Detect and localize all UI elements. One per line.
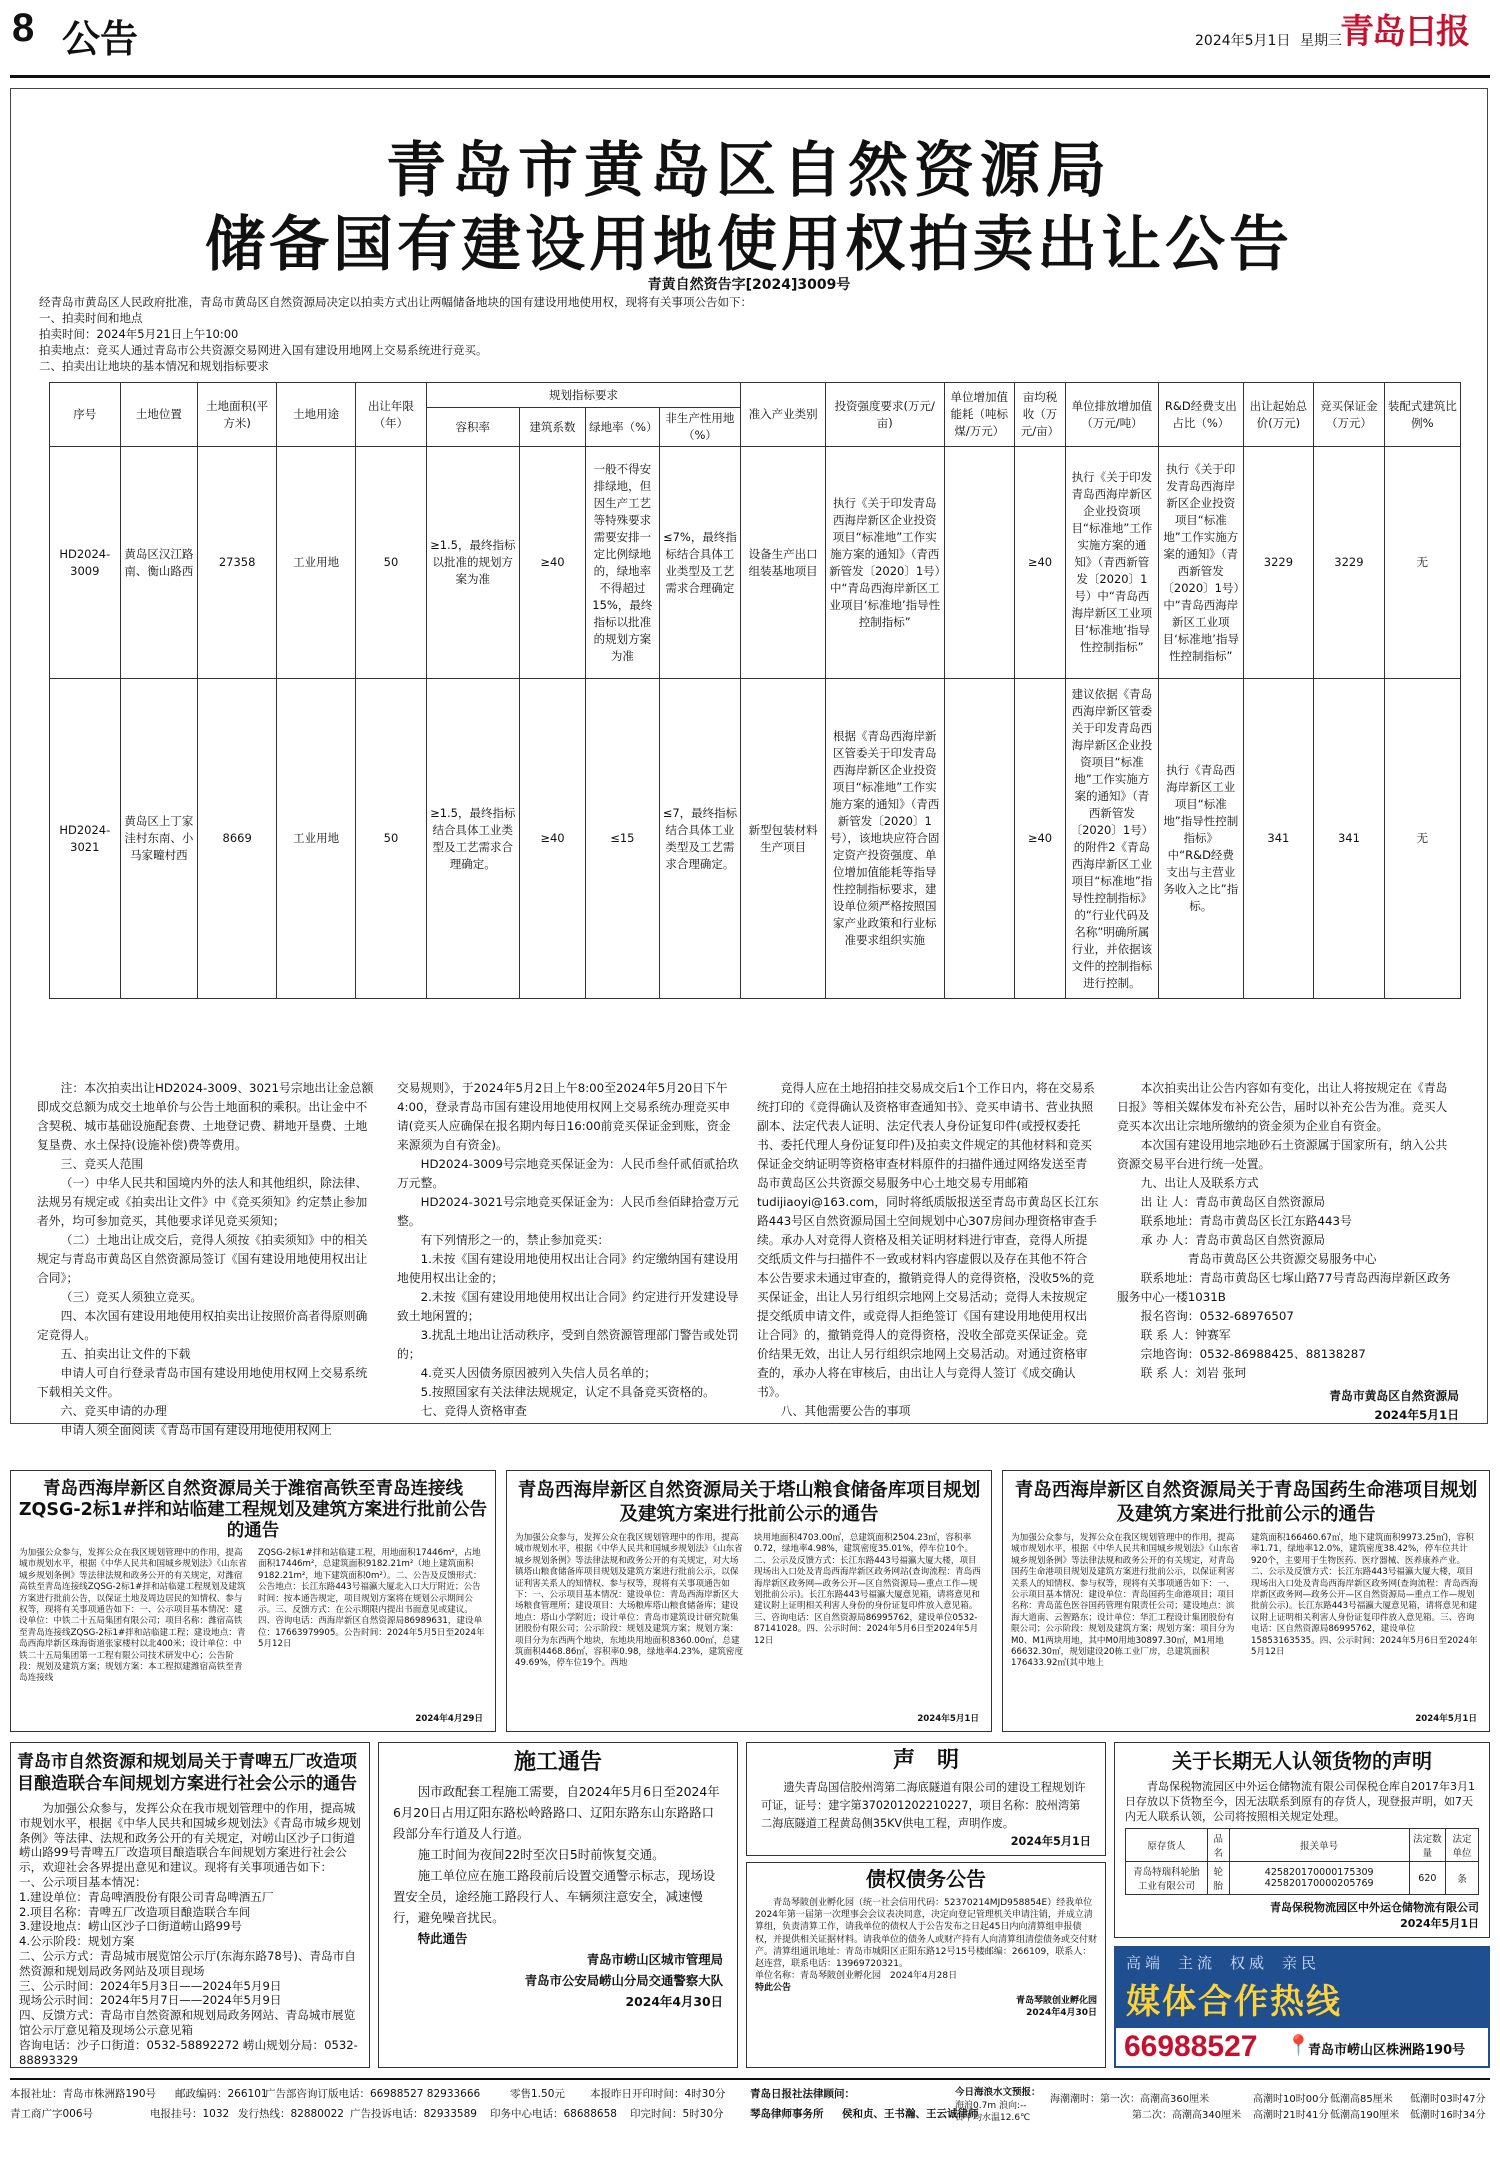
notice-text-col: ZQSG-2标1#拌和站临建工程，用地面积17446m²，占地面积17446m²，总建筑面积9182.21m²（地上建筑面积9182.21m²，地下建筑面积0m²）。二、公告及反馈形式：公告地点：长江东路443号福瀛大厦北入口大厅附近；公告时间：按本通告规定，项目规划方案将在规划公示期间公示。三、反馈方式：在公示期限内提出书面意见或建议。四、咨询电话：西海岸新区自然资源局86989631，建设单位：17663979905。公告时间：2024年5月5日至2024年5月12日 <box>258 1548 485 1650</box>
cell-start-price: 341 <box>1243 679 1314 999</box>
cell-seq: HD2024-3021 <box>50 679 121 999</box>
notice-item: 咨询电话：沙子口街道：0532-58892272 崂山规划分局：0532-88893329 <box>19 2037 358 2067</box>
cell-tax: ≥40 <box>1015 447 1066 679</box>
note-paragraph: 申请人须全面阅读《青岛市国有建设用地使用权网上 <box>60 1423 332 1437</box>
issue-date: 2024年5月1日 <box>1195 33 1291 49</box>
note-paragraph: 六、竞买申请的办理 <box>60 1404 167 1418</box>
notice-signer: 青岛琴陂创业孵化园 <box>1015 1995 1097 2006</box>
th-energy: 单位增加值能耗（吨标煤/万元） <box>944 383 1015 447</box>
ad-contact-bar <box>1114 2026 1490 2068</box>
section-name: 公告 <box>62 17 139 61</box>
cell-unit: 条 <box>1446 1862 1479 1895</box>
tide-title: 今日海浪水文预报： <box>955 2087 1041 2098</box>
note-paragraph: 2.未按《国有建设用地使用权出让合同》约定进行开发建设导致土地闲置的； <box>397 1290 739 1323</box>
note-paragraph: 3.扰乱土地出让活动秩序，受到自然资源管理部门警告或处罚的； <box>397 1328 739 1361</box>
tide-first-high-time: 高潮时10时00分 <box>1253 2094 1329 2105</box>
cell-density: ≥40 <box>519 679 585 999</box>
cell-emission: 建议依据《青岛西海岸新区管委关于印发青岛西海岸新区企业投资项目“标准地”工作实施方案的通知》（青西新管发〔2020〕1号）的附件2《青岛西海岸新区工业项目“标准地”指导性控制指标》的“行业代码及名称”明确所属行业，并依据该文件的控制指标进行控制。 <box>1065 679 1158 999</box>
footer-address: 本报社址：青岛市株洲路190号 <box>10 2088 157 2100</box>
ad-tag: 主流 <box>1178 1954 1217 1972</box>
notice-item: 2.项目名称：青啤五厂改造项目酿造联合车间 <box>19 1904 251 1919</box>
note-paragraph: 联系地址：青岛市黄岛区长江东路443号 <box>1140 1214 1352 1228</box>
footer-telegram: 电报挂号：1032 <box>150 2108 230 2120</box>
brewery-notice <box>10 1742 370 2068</box>
cell-rd: 执行《青岛西海岸新区工业项目“标准地”指导性控制指标》中“R&D经费支出与主营业务收入之比”指标。 <box>1158 679 1243 999</box>
footer-price: 零售1.50元 <box>510 2088 565 2100</box>
th-rd: R&D经费支出占比（%） <box>1158 383 1243 447</box>
cell-invest: 执行《关于印发青岛西海岸新区企业投资项目“标准地”工作实施方案的通知》（青西新管发〔2020〕1号）中“青岛西海岸新区工业项目‘标准地’指导性控制指标” <box>826 447 945 679</box>
th-planning: 规划指标要求 <box>426 383 741 408</box>
notice-intro: 为加强公众参与，发挥公众在我市规划管理中的作用，提高城市规划水平，根据《中华人民共和国城乡规划法》《青岛市城乡规划条例》等法律、法规和政务公开的有关规定，对崂山区沙子口街道崂山路99号青啤五厂改造项目酿造联合车间规划方案进行社会公示，欢迎社会各界提出意见和建议。现将有关事项通告如下： <box>19 1801 362 1875</box>
th-use: 土地用途 <box>277 383 356 447</box>
th-green: 绿地率（%） <box>586 408 659 447</box>
th-nonprod: 非生产性用地（%） <box>659 408 741 447</box>
intro-line: 拍卖时间：2024年5月21日上午10:00 <box>39 327 239 341</box>
th-prefab: 装配式建筑比例% <box>1384 383 1460 447</box>
notice-paragraph: 因市政配套工程施工需要，自2024年5月6日至2024年6月20日占用辽阳东路松岭路路口、辽阳东路东山东路路口段部分车行道及人行道。 <box>393 1784 720 1841</box>
notice-signature: 青岛市黄岛区自然资源局 <box>1329 1389 1459 1403</box>
notice-text-col: 为加强公众参与，发挥公众在我区规划管理中的作用，提高城市规划水平，根据《中华人民共和国城乡规划法》《山东省城乡规划条例》等法律法规和政务公开的有关规定，对大场镇塔山粮食储备库项目规划及建筑方案进行批前公示，以保证利害关系人的知情权、参与权等，现将有关事项通告如下：一、公示项目基本情况：建设单位：青岛西海岸新区大场粮食管理所；建设项目：大场粮库塔山粮食储备库；建设地点：塔山小学附近；设计单位：青岛市建筑设计研究院集团股份有限公司；公示阶段：规划及建筑方案；规划方案：项目分为东西两个地块，东地块用地面积8360.00㎡，总建筑面积4468.86㎡，容积率0.98，绿地率4.23%，建筑密度49.69%，停车位19个。西地 <box>515 1533 744 1669</box>
notice-sign-date: 2024年5月1日 <box>1374 1408 1459 1422</box>
note-paragraph: 本次国有建设用地宗地砂石土资源属于国家所有，纳入公共资源交易平台进行统一处置。 <box>1117 1138 1448 1171</box>
note-paragraph: 承 办 人：青岛市黄岛区自然资源局 <box>1140 1233 1326 1247</box>
cell-location: 黄岛区汉江路南、衡山路西 <box>120 447 198 679</box>
th-decl: 报关单号 <box>1229 1829 1409 1862</box>
footer-law-firm: 琴岛律师事务所 <box>750 2108 824 2120</box>
th-emission: 单位排放增加值（万元/吨） <box>1065 383 1158 447</box>
notice-paragraph: 施工时间为夜间22时至次日5时前恢复交通。 <box>417 1847 665 1862</box>
note-paragraph: 申请人可自行登录青岛市国有建设用地使用权网上交易系统下载相关文件。 <box>37 1366 368 1399</box>
tide-first-low-time: 低潮时03时47分 <box>1410 2094 1486 2105</box>
notice-body <box>1003 1533 1489 1670</box>
issue-weekday: 星期三 <box>1300 33 1342 49</box>
note-paragraph: 青岛市黄岛区公共资源交易服务中心 <box>1187 1252 1377 1266</box>
ad-address: 青岛市崂山区株洲路190号 <box>1308 2043 1466 2058</box>
cell-emission: 执行《关于印发青岛西海岸新区企业投资项目“标准地”工作实施方案的通知》（青西新管发〔2020〕1号）中“青岛西海岸新区工业项目‘标准地’指导性控制指标” <box>1065 447 1158 679</box>
ad-tag: 亲民 <box>1282 1954 1321 1972</box>
ad-phone: 66988527 <box>1124 2030 1258 2063</box>
intro-line: 一、拍卖时间和地点 <box>39 311 143 325</box>
ad-tag: 高端 <box>1126 1954 1165 1972</box>
land-auction-notice <box>10 88 1488 1437</box>
notice-date: 2024年5月1日 <box>1400 1917 1479 1930</box>
notice-date: 2024年4月30日 <box>1026 2007 1097 2018</box>
cell-deposit: 341 <box>1314 679 1385 999</box>
note-paragraph: 竞得人应在土地招拍挂交易成交后1个工作日内，将在交易系统打印的《竞得确认及资格审查通知书》、竞买申请书、营业执照副本、法定代表人证明、法定代表人身份证复印件(或授权委托书、委托代理人身份证复印件)及拍卖文件规定的其他材料和竞买保证金交纳证明等资格审查材料原件的扫描件通过网络发送至青岛市黄岛区公共资源交易服务中心土地交易专用邮箱tudijiaoyi@163.com，同时将纸质版报送至青岛市黄岛区长江东路443号区自然资源局国土空间规划中心307房间办理资格审查手续。承办人对竞得人资格及相关证明材料进行审查，竞得人所提交纸质文件与扫描件不一致或材料内容虚假以及存在其他不符合本公告要求未通过审查的，撤销竞得人的竞得资格，没收5%的竞买保证金，出让人另行组织宗地网上交易活动；竞得人未按规定提交纸质申请文件，或竞得人拒绝签订《国有建设用地使用权出让合同》的，撤销竞得人的竞得资格，没收全部竞买保证金。竞价结果无效，出让人另行组织宗地网上交易活动。对通过资格审查的，承办人将在审核后，由出让人与竞得人签订《成交确认书》。 <box>757 1081 1099 1399</box>
document-number: 青黄自然资告字[2024]3009号 <box>647 277 851 293</box>
note-paragraph: HD2024-3009号宗地竞买保证金为：人民币叁仟贰佰贰拾玖万元整。 <box>397 1157 739 1190</box>
th-area: 土地面积(平方米) <box>198 383 277 447</box>
note-paragraph: 五、拍卖出让文件的下载 <box>60 1347 191 1361</box>
intro-line: 二、拍卖出让地块的基本情况和规划指标要求 <box>39 359 269 373</box>
cell-green: 一般不得安排绿地，但因生产工艺等特殊要求需要安排一定比例绿地的，绿地率不得超过15%，最终指标以批准的规划方案为准 <box>586 447 659 679</box>
note-paragraph: 注：本次拍卖出让HD2024-3009、3021号宗地出让金总额即成交总额为成交土地单价与公告土地面积的乘积。出让金中不含契税、城市基础设施配套费、土地登记费、耕地开垦费、土地复垦费、水土保持(设施补偿)费等费用。 <box>37 1081 374 1152</box>
notice-intro <box>39 294 1459 374</box>
th-owner: 原存货人 <box>1126 1829 1208 1862</box>
notice-item: 4.公示阶段：规划方案 <box>19 1934 135 1949</box>
footer-distribution: 发行热线：82880022 <box>238 2108 344 2120</box>
notice-body: 青岛保税物流园区中外运仓储物流有限公司保税仓库自2017年3月1日存放以下货物至今，因无法联系到原有的存货人，现登报声明，如7天内无人联系认领，公司将按照相关规定处理。 <box>1125 1780 1475 1823</box>
notice-signer: 青岛市崂山区城市管理局 <box>586 1952 723 1967</box>
cell-area: 27358 <box>198 447 277 679</box>
notice-body <box>747 1897 1105 2019</box>
note-paragraph: HD2024-3021号宗地竞买保证金为：人民币叁佰肆拾壹万元整。 <box>397 1195 739 1228</box>
footer-postcode: 邮政编码：266101 <box>175 2088 268 2100</box>
note-paragraph: （三）竞买人须独立竞买。 <box>60 1290 203 1304</box>
cell-prefab: 无 <box>1384 679 1460 999</box>
note-paragraph: 七、竞得人资格审查 <box>420 1404 527 1418</box>
note-paragraph: （二）土地出让成交后，竞得人须按《拍卖须知》中的相关规定与青岛市黄岛区自然资源局签订《国有建设用地使用权出让合同》； <box>37 1233 368 1285</box>
footer-complaint: 广告投诉电话：82933589 <box>350 2108 477 2120</box>
notice-body <box>11 1801 369 2067</box>
cell-energy <box>944 447 1015 679</box>
th-deposit: 竞买保证金（万元） <box>1314 383 1385 447</box>
ad-tag: 权威 <box>1230 1954 1269 1972</box>
notice-title: 施工通告 <box>513 1750 602 1775</box>
notice-special: 特此通告 <box>417 1931 468 1946</box>
notice-item: 三、公示时间：2024年5月3日——2024年5月9日 <box>19 1978 282 1993</box>
tide-second-low: 低潮高190厘米 <box>1330 2110 1400 2121</box>
org-name: 单位名称：青岛琴陂创业孵化园 <box>755 1971 882 1982</box>
land-parcel-table <box>49 382 1461 999</box>
note-paragraph: 报名咨询：0532-68976507 <box>1140 1309 1294 1323</box>
notice-title: 青岛西海岸新区自然资源局关于塔山粮食储备库项目规划及建筑方案进行批前公示的通告 <box>517 1480 981 1525</box>
page-footer <box>10 2084 1490 2164</box>
cell-use: 工业用地 <box>277 679 356 999</box>
note-paragraph: 出 让 人：青岛市黄岛区自然资源局 <box>1140 1195 1326 1209</box>
notice-date: 2024年5月1日 <box>917 1713 979 1724</box>
th-seq: 序号 <box>50 383 121 447</box>
footer-lawyers: 侯和贞、王书瀚、王云诚律师 <box>842 2108 979 2120</box>
grain-reserve-notice <box>506 1470 992 1732</box>
footer-license: 青工商广字006号 <box>10 2108 94 2120</box>
construction-notice <box>378 1742 738 2068</box>
table-row <box>50 679 1461 999</box>
debt-notice <box>746 1862 1106 2068</box>
tide-first-high: 海潮潮时：第一次：高潮高360厘米 <box>1050 2094 1210 2105</box>
notice-signer: 青岛保税物流园区中外运仓储物流有限公司 <box>1270 1901 1479 1914</box>
header-rule <box>10 75 1490 78</box>
cell-seq: HD2024-3009 <box>50 447 121 679</box>
notice-date: 2024年4月30日 <box>625 1994 723 2009</box>
notice-item: 二、公示方式：青岛城市展览馆公示厅(东海东路78号)、青岛市自然资源和规划局政务网站及项目现场 <box>19 1948 356 1978</box>
cell-qty: 620 <box>1409 1862 1446 1895</box>
notice-text-col: 为加强公众参与，发挥公众在我区规划管理中的作用，提高城市规划水平，根据《中华人民共和国城乡规划法》《山东省城乡规划条例》等法律法规和政务公开的有关规定，对青岛国药生命港项目规划及建筑方案进行批前公示，以保证利害关系人的知情权、参与权等，现将有关事项通告如下：一、公示项目基本情况：建设单位：青岛国药生命港项目；项目名称：青岛蓝色医谷国药管理有限责任公司；建设地点：滨海大道南、云智路东；设计单位：华汇工程设计集团股份有限公司；公示阶段：规划及建筑方案；规划方案：项目分为M0、M1两块用地，其中M0用地30897.30㎡，M1用地66632.30㎡，规划建设20栋工业厂房，总建筑面积176433.92㎡(其中地上 <box>1011 1533 1239 1669</box>
th-far: 容积率 <box>426 408 519 447</box>
notice-title: 声 明 <box>892 1748 959 1773</box>
tide-second-low-time: 低潮时16时34分 <box>1410 2110 1486 2121</box>
th-years: 出让年限（年） <box>356 383 427 447</box>
intro-line: 经青岛市黄岛区人民政府批准，青岛市黄岛区自然资源局决定以拍卖方式出让两幅储备地块的国有建设用地使用权，现将有关事项公告如下： <box>39 295 752 309</box>
th-density: 建筑系数 <box>519 408 585 447</box>
notice-text-col: 建筑面积166460.67㎡，地下建筑面积9973.25㎡)，容积率1.71，绿地率12.0%，建筑密度38.42%，停车位共计920个，主要用于生物医药、医疗器械、医养康养产业。二、公示及反馈方式：长江东路443号福瀛大厦大楼，项目现场出入口处及青岛西海岸新区政务网(查询流程：青岛西海岸新区政务网—政务公开—区自然资源局—重点工作—规划批前公示)。长江东路443号福瀛大厦意见箱，请将意见和建议附上证明相关利害人身份证复印件放入意见箱。三、咨询电话：区自然资源局86995762，建设单位15853163535。四、公示时间：2024年5月6日至2024年5月12日 <box>1251 1533 1478 1658</box>
footer-print-start: 本报昨日开印时间：4时30分 <box>590 2088 726 2100</box>
notice-paragraph: 青岛琴陂创业孵化园（统一社会信用代码：52370214MJD958854E）经我单位2024年第一届第一次理事会会议表决同意，决定向登记管理机关申请注销，并成立清算组，负责清算工作，请我单位的债权人于公告发布之日起45日内向清算组申报债权，并提供相关证据材料。请我单位的债务人或财产持有人向清算组清偿债务或交付财产。清算组通讯地址：青岛市城阳区正阳东路12号15号楼邮编：266109，联系人：赵连营，联系电话：13969720321。 <box>755 1898 1098 1970</box>
note-paragraph: 宗地咨询：0532-86988425、88138287 <box>1140 1347 1366 1361</box>
ad-headline: 媒体合作热线 <box>1126 1982 1342 2022</box>
cell-years: 50 <box>356 679 427 999</box>
th-name: 品名 <box>1207 1829 1229 1862</box>
cell-nonprod: ≤7%，最终指标结合具体工业类型及工艺需求合理确定 <box>659 447 741 679</box>
tide-wave: 海浪0.7m 浪向:-- <box>955 2101 1027 2111</box>
notice-title-line1: 青岛市黄岛区自然资源局 <box>386 136 1112 206</box>
masthead-logo: 青岛日报 <box>1340 12 1468 52</box>
notice-title: 债权债务公告 <box>866 1867 986 1891</box>
note-paragraph: 九、出让人及联系方式 <box>1140 1176 1259 1190</box>
cell-owner: 青岛特瑞科轮胎工业有限公司 <box>1126 1862 1208 1895</box>
cell-green: ≤15 <box>586 679 659 999</box>
notice-title: 青岛市自然资源和规划局关于青啤五厂改造项目酿造联合车间规划方案进行社会公示的通告 <box>17 1752 357 1794</box>
cell-tax: ≥40 <box>1015 679 1066 999</box>
footer-print-center: 印务中心电话：68688658 <box>490 2108 617 2120</box>
note-paragraph: 交易规则》，于2024年5月2日上午8:00至2024年5月20日下午4:00，登录青岛市国有建设用地使用权网上交易系统办理竞买申请(竞买人应确保在报名期内每日16:00前竞买保证金到账，资金来源须为自有资金)。 <box>397 1081 731 1152</box>
notice-body <box>379 1781 737 2012</box>
notice-text-col: 为加强公众参与，发挥公众在我区规划管理中的作用，提高城市规划水平，根据《中华人民共和国城乡规划法》《山东省城乡规划条例》等法律法规和政务公开的有关规定，对潍宿高铁至青岛连接线ZQSG-2标1#拌和站临建工程规划及建筑方案进行批前公告，以保证土地及周边居民的知情权、参与权等，现将有关事项通告如下：一、公示项目基本情况：建设单位：中铁二十五局集团有限公司；项目名称：潍宿高铁至青岛连接线ZQSG-2标1#拌和站临建工程；建设地点：青岛西海岸新区珠海街道张家楼村以北400米；设计单位：中铁二十五局集团第一工程有限公司技术研发中心；公告阶段：规划及建筑方案；规划方案：本工程拟建潍宿高铁至青岛连接线 <box>19 1548 247 1684</box>
cell-rd: 执行《关于印发青岛西海岸新区企业投资项目“标准地”工作实施方案的通知》（青西新管发〔2020〕1号）中“青岛西海岸新区工业项目‘标准地’指导性控制指标” <box>1158 447 1243 679</box>
notice-org <box>755 1970 1097 1982</box>
notes-column-1 <box>37 1079 379 1440</box>
cell-invest: 根据《青岛西海岸新区管委关于印发青岛西海岸新区企业投资项目“标准地”工作实施方案的通知》（青西新管发〔2020〕1号），该地块应符合固定资产投资强度、单位增加值能耗等指导性控制指标要求，建设单位须严格按照国家产业政策和行业标准要求组织实施 <box>826 679 945 999</box>
cell-density: ≥40 <box>519 447 585 679</box>
cell-location: 黄岛区上丁家洼村东南、小马家疃村西 <box>120 679 198 999</box>
th-invest: 投资强度要求(万元/亩) <box>826 383 945 447</box>
cell-energy <box>944 679 1015 999</box>
notice-item: 四、反馈方式：青岛市自然资源和规划局政务网站、青岛城市展览馆公示厅意见箱及现场公示意见箱 <box>19 2008 356 2037</box>
note-paragraph: 本次拍卖出让公告内容如有变化，出让人将按规定在《青岛日报》等相关媒体发布补充公告，届时以补充公告为准。竞买人竞买本次出让宗地所缴纳的资金须为企业自有资金。 <box>1117 1081 1448 1133</box>
cell-name: 轮胎 <box>1207 1862 1229 1895</box>
notice-signer: 青岛市公安局崂山分局交通警察大队 <box>524 1973 723 1988</box>
th-qty: 法定数量 <box>1409 1829 1446 1862</box>
notice-item: 3.建设地点：崂山区沙子口街道崂山路99号 <box>19 1919 242 1934</box>
page-header <box>0 0 1500 78</box>
notice-date: 2024年4月29日 <box>415 1713 483 1724</box>
note-paragraph: 三、竞买人范围 <box>60 1157 144 1171</box>
org-date: 2024年4月28日 <box>890 1971 958 1982</box>
tide-second-high: 第二次：高潮高340厘米 <box>1132 2110 1242 2121</box>
notice-item: 现场公示时间：2024年5月7日——2024年5月9日 <box>19 1993 282 2008</box>
notice-body <box>507 1533 991 1670</box>
cell-nonprod: ≤7，最终指标结合具体工业类型及工艺需求合理确定。 <box>659 679 741 999</box>
note-paragraph: 4.竞买人因债务原因被列入失信人员名单的； <box>420 1366 656 1380</box>
note-paragraph: 有下列情形之一的，禁止参加竞买： <box>420 1233 610 1247</box>
biopark-notice <box>1002 1470 1490 1732</box>
notes-column-4 <box>1117 1079 1459 1425</box>
page-number: 8 <box>12 6 35 50</box>
tide-first-low: 低潮高85厘米 <box>1330 2094 1393 2105</box>
footer-legal-title: 青岛日报社法律顾问： <box>750 2088 855 2100</box>
cell-industry: 设备生产出口组装基地项目 <box>741 447 826 679</box>
notice-special: 特此公告 <box>755 1983 792 1994</box>
notice-date: 2024年5月1日 <box>1010 1835 1091 1848</box>
media-ad <box>1114 1946 1490 2068</box>
footer-ad-phone: 广告部咨询订版电话：66988527 82933666 <box>265 2088 481 2100</box>
cell-far: ≥1.5，最终指标结合具体工业类型及工艺需求合理确定。 <box>426 679 519 999</box>
cell-use: 工业用地 <box>277 447 356 679</box>
notice-date: 2024年5月1日 <box>1415 1713 1477 1724</box>
footer-print-end: 印完时间：5时30分 <box>630 2108 724 2120</box>
note-paragraph: 联系地址：青岛市黄岛区七塚山路77号青岛西海岸新区政务服务中心一楼1031B <box>1117 1271 1451 1304</box>
cargo-notice <box>1114 1742 1490 1938</box>
notice-title: 青岛西海岸新区自然资源局关于潍宿高铁至青岛连接线ZQSG-2标1#拌和站临建工程规划及建筑方案进行批前公告的通告 <box>18 1479 488 1541</box>
cell-years: 50 <box>356 447 427 679</box>
th-tax: 亩均税收（万元/亩） <box>1015 383 1066 447</box>
statement-notice <box>746 1742 1106 1856</box>
ad-tagline <box>1126 1952 1320 1973</box>
cell-industry: 新型包装材料生产项目 <box>741 679 826 999</box>
notice-paragraph: 遗失青岛国信胶州湾第二海底隧道有限公司的建设工程规划许可证，证号：建字第370201202210227，项目名称：胶州湾第二海底隧道工程黄岛侧35KV供电工程，声明作废。 <box>761 1781 1086 1830</box>
notice-body <box>11 1548 495 1685</box>
cell-decl: 425820170000175309 425820170000205769 <box>1229 1862 1409 1895</box>
footer-rule <box>10 2078 1490 2080</box>
table-row <box>1126 1862 1479 1895</box>
note-paragraph: （一）中华人民共和国境内外的法人和其他组织，除法律、法规另有规定或《拍卖出让文件》中《竞买须知》约定禁止参加者外，均可参加竞买，其他要求详见竞买须知； <box>37 1176 368 1228</box>
cell-area: 8669 <box>198 679 277 999</box>
notice-body <box>747 1779 1105 1851</box>
notice-title-line2: 储备国有建设用地使用权拍卖出让公告 <box>205 210 1293 280</box>
notice-text-col: 块用地面积4703.00㎡，总建筑面积2504.23㎡，容积率0.72，绿地率4.98%，建筑密度35.01%，停车位10个。二、公示及反馈方式：长江东路443号福瀛大厦大楼，项目现场出入口处及青岛西海岸新区政务网站(查询流程：青岛西海岸新区政务网—政务公开—区自然资源局—重点工作—规划批前公示)。长江东路443号福瀛大厦意见箱，请将意见和建议附上证明相关利害人身份的身份证复印件放入意见箱。三、咨询电话：区自然资源局86995762，建设单位0532-87141028。四、公示时间：2024年5月6日至2024年5月12日 <box>754 1533 981 1646</box>
notice-title: 青岛西海岸新区自然资源局关于青岛国药生命港项目规划及建筑方案进行批前公示的通告 <box>1014 1480 1478 1525</box>
cell-start-price: 3229 <box>1243 447 1314 679</box>
zqsg-planning-notice <box>10 1470 496 1732</box>
tide-water-temp: 日平均水温12.6℃ <box>955 2113 1031 2123</box>
th-location: 土地位置 <box>120 383 198 447</box>
note-paragraph: 四、本次国有建设用地使用权拍卖出让按照价高者得原则确定竞得人。 <box>37 1309 368 1342</box>
note-paragraph: 1.未按《国有建设用地使用权出让合同》约定缴纳国有建设用地使用权出让金的； <box>397 1252 739 1285</box>
tide-second-high-time: 高潮时21时41分 <box>1253 2110 1329 2121</box>
cell-prefab: 无 <box>1384 447 1460 679</box>
note-paragraph: 联 系 人：钟赛军 <box>1140 1328 1231 1342</box>
cell-deposit: 3229 <box>1314 447 1385 679</box>
cargo-table <box>1125 1828 1479 1895</box>
note-paragraph: 5.按照国家有关法律法规规定，认定不具备竞买资格的。 <box>420 1385 715 1399</box>
notice-paragraph: 施工单位应在施工路段前后设置交通警示标志，现场设置安全员，途经施工路段行人、车辆须注意安全，减速慢行，避免噪音扰民。 <box>393 1868 716 1925</box>
intro-line: 拍卖地点：竞买人通过青岛市公共资源交易网进入国有建设用地网上交易系统进行竞买。 <box>39 343 488 357</box>
th-start-price: 出让起始总价(万元) <box>1243 383 1314 447</box>
notice-title: 关于长期无人认领货物的声明 <box>1172 1749 1432 1773</box>
table-row <box>50 447 1461 679</box>
th-industry: 准入产业类别 <box>741 383 826 447</box>
notes-column-2 <box>397 1079 739 1421</box>
th-unit: 法定单位 <box>1446 1829 1479 1862</box>
note-paragraph: 八、其他需要公告的事项 <box>780 1404 911 1418</box>
table-header-row <box>1126 1829 1479 1862</box>
notice-item: 1.建设单位：青岛啤酒股份有限公司青岛啤酒五厂 <box>19 1889 274 1904</box>
note-paragraph: 联 系 人：刘岩 张珂 <box>1140 1366 1247 1380</box>
notice-item: 一、公示项目基本情况： <box>19 1874 147 1889</box>
cell-far: ≥1.5，最终指标以批准的规划方案为准 <box>426 447 519 679</box>
map-pin-icon: 📍 <box>1286 2033 1311 2057</box>
notes-column-3 <box>757 1079 1099 1421</box>
